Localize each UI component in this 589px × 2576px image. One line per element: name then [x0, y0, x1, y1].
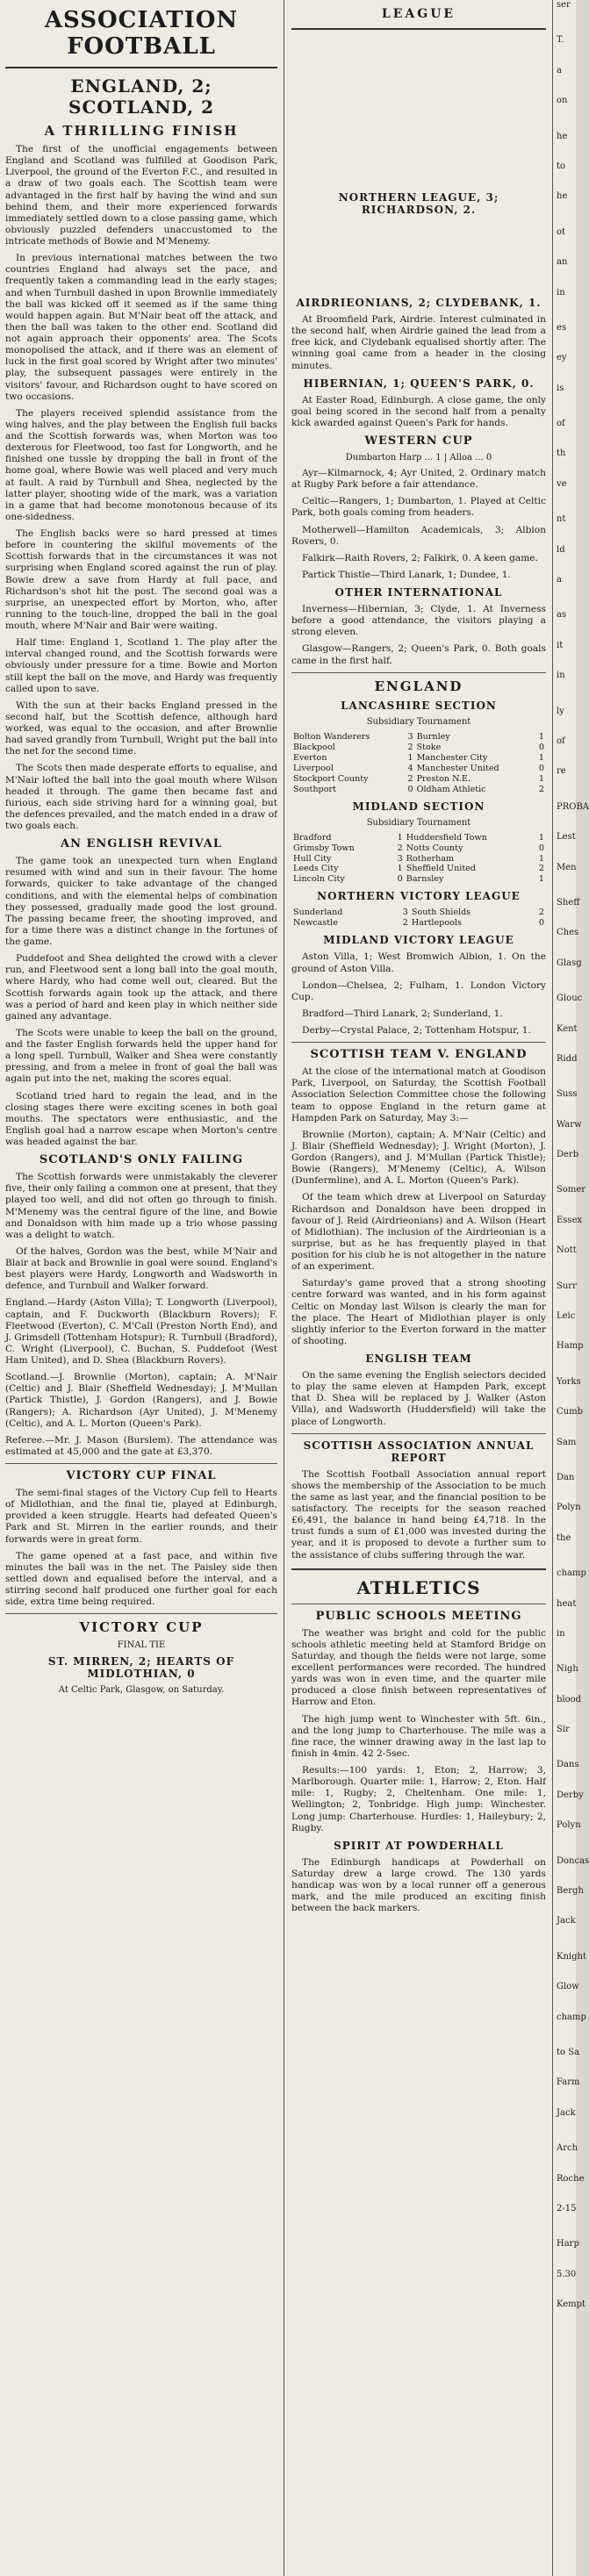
table-cell: Huddersfield Town: [406, 832, 487, 843]
text-fragment: ser: [557, 0, 571, 10]
paragraph: At the close of the international match at Goodison Park, Liverpool, on Saturday, the Scottish Football Association Selection Committee chose the following team to oppose England in the return game at Hampden Park on Saturday, May 3:—: [291, 1066, 546, 1123]
paragraph: The Scots were unable to keep the ball on the ground, and the faster English forwards held the upper hand for a long spell. Turnbull, Walker and Shea were constantly pressing, and from a melee in front of goal the ball was again put into the net, making the scores equal.: [5, 1027, 277, 1085]
table-cell: Stoke: [416, 742, 442, 752]
section-heading: AN ENGLISH REVIVAL: [61, 837, 222, 851]
paragraph: The players received splendid assistance from the wing halves, and the play between the English full backs and the Scottish forwards was, when Morton was too dexterous for Fleetwood, too fast for Longworth, and he finished one tussle by dropping the ball in front of the home goal, where Bowie was well placed and very much at fault. A raid by Turnbull and Shea, neglected by the latter player, shooting wide of the mark, was a variation in a game that had become monotonous because of its one-sidedness.: [5, 407, 277, 522]
table-cell: 0: [538, 843, 544, 853]
victory-section: [5, 1488, 277, 1608]
paragraph: Half time: England 1, Scotland 1. The play after the interval changed round, and the Scottish forwards were obviously under pressure for a time. Bowie and Morton still kept the ball on the move, and Hardy was frequently called upon to save.: [5, 637, 277, 694]
text-fragment: Leic: [557, 1311, 576, 1322]
text-fragment: Suss: [557, 1089, 578, 1100]
paragraph: The Scottish forwards were unmistakably the cleverer five, their only failing a common one at present, that they played too well, and did not often go through to finish. M'Menemy was the central figure of the line, and Bowie and Donaldson with him made up a trio whose passing was a delight to watch.: [5, 1172, 277, 1240]
table-cell: Stockport County: [293, 773, 369, 784]
text-fragment: Derb: [557, 1150, 579, 1160]
table-cell: Rotherham: [406, 853, 455, 864]
table-cell: Newcastle: [293, 918, 338, 929]
table-cell: Grimsby Town: [293, 843, 355, 853]
table-cell: Bradford: [293, 832, 332, 843]
table-cell: Sunderland: [293, 908, 343, 918]
table-cell: Lincoln City: [293, 874, 345, 885]
lancashire-table: [291, 732, 546, 795]
text-fragment: T.: [557, 35, 564, 46]
text-fragment: champ: [557, 2012, 586, 2022]
table-cell: 1: [538, 773, 544, 784]
headline: ENGLAND, 2; SCOTLAND, 2: [68, 75, 214, 118]
column-rule: [552, 0, 553, 2576]
text-fragment: heat: [557, 1598, 577, 1609]
table-cell: Barnsley: [406, 874, 444, 885]
match-report: [5, 144, 277, 832]
table-row: [291, 764, 546, 774]
table-cell: Everton: [293, 752, 327, 763]
text-fragment: Somer: [557, 1185, 586, 1195]
section-heading: MIDLAND VICTORY LEAGUE: [323, 934, 514, 947]
text-fragment: to Sa: [557, 2048, 580, 2057]
table-cell: Hartlepools: [411, 918, 462, 929]
revival-section: [5, 856, 277, 1148]
text-fragment: PROBA: [557, 801, 589, 812]
paragraph: The English backs were so hard pressed at times before in countering the skilful movements of the Scottish forwards that in the circumstances it was not surprising when England scored against the run of play. Bowie drew a save from Hardy at full pace, and Richardson's shot hit the post. The second goal was a surprise, an unexpected effort by Morton, who, after running to the touch-line, dropped the ball in the goal mouth, where M'Nair and Bair were waiting.: [5, 528, 277, 631]
paragraph: Results:—100 yards: 1, Eton; 2, Harrow; 3, Marlborough. Quarter mile: 1, Harrow; 2, Eton. Half mile: 1, Rugby; 2, Cheltenham. One mile: 1, Wellington; 2, Tonbridge. High jump: Winchester. Long jump: Charterhouse. Hurdles: 1, Haileybury; 2, Rugby.: [291, 1765, 546, 1833]
table-cell: 3: [397, 853, 403, 864]
table-cell: 2: [538, 784, 544, 794]
table-cell: Bolton Wanderers: [293, 731, 370, 742]
paragraph: England.—Hardy (Aston Villa); T. Longworth (Liverpool), captain, and F. Duckworth (Blackburn Rovers); F. Fleetwood (Everton), C. M'Call (Preston North End), and J. Grimsdell (Tottenham Hotspur); R. Turnbull (Bradford), C. Wright (Liverpool), C. Buchan, S. Puddefoot (West Ham United), and D. Shea (Blackburn Rovers).: [5, 1297, 277, 1366]
text-fragment: Glouc: [557, 994, 583, 1004]
divider: [291, 1568, 546, 1570]
northern-table: [291, 908, 546, 929]
text-fragment: it: [557, 640, 564, 650]
text-fragment: Ches: [557, 928, 579, 938]
text-fragment: Doncas: [557, 1855, 589, 1866]
text-fragment: in: [557, 671, 565, 681]
text-fragment: 2-15: [557, 2203, 577, 2214]
table-cell: 4: [407, 763, 413, 773]
text-fragment: Polyn: [557, 1820, 581, 1831]
paragraph: The Scottish Football Association annual report shows the membership of the Association to be much the same as last year, and the financial position to be satisfactory. The receipts for the season reached £6,491, the balance in hand being £4,718. In the trust funds a sum of £1,000 was invested during the year, and it is proposed to devote a further sum to the assistance of clubs suffering through the war.: [291, 1468, 546, 1561]
section-heading: LANCASHIRE SECTION: [341, 699, 497, 712]
text-fragment: he: [557, 131, 568, 141]
text-fragment: blood: [557, 1694, 582, 1704]
divider: [291, 28, 546, 30]
text-fragment: an: [557, 257, 568, 268]
table-cell: Hull City: [293, 853, 332, 864]
section-heading: SCOTTISH TEAM V. ENGLAND: [310, 1048, 528, 1062]
table-cell: 2: [538, 908, 544, 918]
text-fragment: Dans: [557, 1760, 579, 1770]
paragraph: The weather was bright and cold for the public schools athletic meeting held at Stamford Bridge on Saturday, and though the fields were not large, some excellent performances were recorded. The hundred yards was won in even time, and the quarter mile produced a close finish between representatives of Harrow and Eton.: [291, 1627, 546, 1708]
table-row: [291, 854, 546, 865]
text-fragment: a: [557, 575, 562, 585]
table-cell: South Shields: [411, 908, 471, 918]
section-heading: ATHLETICS: [356, 1576, 481, 1598]
text-fragment: Jack: [557, 2107, 576, 2118]
text-fragment: Derby: [557, 1790, 584, 1800]
paragraph: The first of the unofficial engagements between England and Scotland was fulfilled at Goodison Park, Liverpool, the ground of the Everton F.C., and resulted in a draw of two goals each. The Scottish team were advantaged in the first half by having the wind and sun behind them, and their more experienced forwards immediately settled down to a close passing game, which obviously puzzled defenders unaccustomed to the intricate methods of Bowie and M'Menemy.: [5, 144, 277, 247]
failing-section: [5, 1172, 277, 1292]
text-fragment: Warw: [557, 1119, 582, 1130]
text-fragment: of: [557, 735, 565, 746]
subheadline: A THRILLING FINISH: [44, 123, 239, 139]
text-fragment: is: [557, 383, 564, 393]
table-cell: 1: [397, 832, 403, 843]
paragraph: London—Chelsea, 2; Fulham, 1. London Victory Cup.: [291, 979, 546, 1002]
divider: [291, 1042, 546, 1043]
text-fragment: ld: [557, 544, 565, 555]
table-cell: 0: [538, 918, 544, 929]
section-heading: VICTORY CUP FINAL: [66, 1469, 217, 1482]
text-fragment: he: [557, 191, 568, 202]
text-fragment: 5.30: [557, 2269, 577, 2279]
table-cell: Preston N.E.: [416, 773, 470, 784]
text-fragment: of: [557, 419, 565, 429]
paragraph: Falkirk—Raith Rovers, 2; Falkirk, 0. A keen game.: [302, 552, 538, 563]
table-row: [291, 874, 546, 885]
text-fragment: Knight: [557, 1951, 586, 1962]
table-cell: 0: [407, 784, 413, 794]
text-fragment: ot: [557, 226, 566, 237]
table-cell: 1: [538, 832, 544, 843]
subheading: Dumbarton Harp ... 1 | Alloa ... 0: [345, 453, 492, 463]
section-heading: VICTORY CUP: [79, 1619, 204, 1636]
paragraph: Referee.—Mr. J. Mason (Burslem). The attendance was estimated at 45,000 and the gate at £3,370.: [5, 1434, 277, 1457]
text-fragment: Glow: [557, 1982, 579, 1992]
paragraph: Derby—Crystal Palace, 2; Tottenham Hotspur, 1.: [302, 1025, 531, 1037]
table-cell: 1: [407, 752, 413, 763]
table-cell: Manchester City: [416, 752, 488, 763]
blank-space: [291, 221, 546, 291]
section-heading: ENGLAND: [374, 678, 463, 694]
section-heading: NORTHERN LEAGUE, 3; RICHARDSON, 2.: [338, 191, 499, 216]
paragraph: Puddefoot and Shea delighted the crowd with a clever run, and Fleetwood sent a long ball into the goal mouth, where Hardy, who had come well out, cleared. But the Scottish forwards again took up the attack, and there was a period of hard and keen play in which neither side gained any advantage.: [5, 953, 277, 1022]
text-fragment: Essex: [557, 1215, 583, 1225]
text-fragment: Harp: [557, 2239, 579, 2250]
paragraph: The semi-final stages of the Victory Cup fell to Hearts of Midlothian, and the final tie, played at Edinburgh, provided a keen struggle. Hearts had defeated Queen's Park and St. Mirren in the earlier rounds, and their forwards were in great form.: [5, 1488, 277, 1545]
text-fragment: to: [557, 161, 566, 171]
text-fragment: Glasg: [557, 958, 582, 968]
subheading: Subsidiary Tournament: [366, 716, 471, 727]
table-row: [291, 918, 546, 929]
table-cell: Southport: [293, 784, 336, 794]
text-fragment: the: [557, 1532, 571, 1543]
table-cell: Leeds City: [293, 864, 339, 874]
paragraph: Inverness—Hibernian, 3; Clyde, 1. At Inverness before a good attendance, the visitors playing a strong eleven.: [291, 604, 546, 638]
table-row: [291, 753, 546, 764]
section-heading: SPIRIT AT POWDERHALL: [334, 1839, 504, 1852]
text-fragment: Roche: [557, 2173, 585, 2184]
paragraph: Of the team which drew at Liverpool on Saturday Richardson and Donaldson have been dropped in favour of J. Reid (Airdrieonians) and A. Wilson (Heart of Midlothian). The inclusion of the Airdrieonian is a surprise, but as he has frequently played in that position for his club he is not altogether in the nature of an experiment.: [291, 1192, 546, 1273]
paragraph: Celtic—Rangers, 1; Dumbarton, 1. Played at Celtic Park, both goals coming from headers.: [291, 496, 546, 519]
text-fragment: ve: [557, 478, 567, 489]
table-row: [291, 732, 546, 743]
text-fragment: champ: [557, 1568, 586, 1579]
table-cell: 1: [538, 752, 544, 763]
text-fragment: Nott: [557, 1245, 577, 1256]
text-fragment: Kempt: [557, 2300, 586, 2310]
fragment-list: [557, 0, 589, 2311]
paragraph: Partick Thistle—Third Lanark, 1; Dundee, 1.: [302, 569, 511, 580]
text-fragment: Bergh: [557, 1886, 584, 1897]
result-line: ST. MIRREN, 2; HEARTS OF MIDLOTHIAN, 0: [47, 1655, 235, 1681]
midland-table: [291, 833, 546, 886]
table-cell: 2: [402, 918, 408, 929]
paragraph: The Scots then made desperate efforts to equalise, and M'Nair lofted the ball into the goal mouth where Wilson headed it through. The game then became fast and furious, each side striving hard for a winning goal, but the defences prevailed, and the match ended in a draw of two goals each.: [5, 763, 277, 831]
table-cell: 1: [538, 731, 544, 742]
table-cell: Liverpool: [293, 763, 334, 773]
paragraph: With the sun at their backs England pressed in the second half, but the Scottish defence, although hard worked, was equal to the occasion, and after Brownlie had saved grandly from Turnbull, Wright put the ball into the net for the second time.: [5, 700, 277, 757]
paragraph: The high jump went to Winchester with 5ft. 6in., and the long jump to Charterhouse. The mile was a fine race, the winner drawing away in the last lap to finish in 4min. 42 2-5sec.: [291, 1713, 546, 1759]
table-cell: 3: [407, 731, 413, 742]
section-masthead: ASSOCIATION FOOTBALL: [44, 7, 239, 60]
section-masthead: LEAGUE: [381, 7, 456, 21]
section-heading: ENGLISH TEAM: [365, 1353, 472, 1366]
table-row: [291, 843, 546, 854]
paragraph: The game took an unexpected turn when England resumed with wind and sun in their favour. The home forwards, quicker to take advantage of the changed conditions, and with the elemental helps of combination they possessed, gradually made good the lost ground. The passing became freer, the shooting improved, and for a time there was a distinct change in the fortunes of the game.: [5, 856, 277, 947]
table-row: [291, 743, 546, 753]
paragraph: Saturday's game proved that a strong shooting centre forward was wanted, and in his form against Celtic on Monday last Wilson is clearly the man for the place. The Heart of Midlothian player is only slightly inferior to the Everton forward in the matter of shooting.: [291, 1278, 546, 1346]
paragraph: Scotland.—J. Brownlie (Morton), captain; A. M'Nair (Celtic) and J. Blair (Sheffield Wednesday); J. M'Mullan (Partick Thistle), J. Gordon (Rangers), and J. Bowie (Rangers); A. Richardson (Ayr United), J. M'Menemy (Celtic), and A. L. Morton (Queen's Park).: [5, 1372, 277, 1429]
section-heading: NORTHERN VICTORY LEAGUE: [317, 890, 521, 903]
table-row: [291, 785, 546, 795]
section-heading: SCOTLAND'S ONLY FAILING: [39, 1153, 244, 1167]
text-fragment: Nigh: [557, 1664, 578, 1675]
paragraph: At Easter Road, Edinburgh. A close game, the only goal being scored in the second half from a penalty kick awarded against Queen's Park for hands.: [291, 394, 546, 428]
text-fragment: a: [557, 65, 562, 75]
venue-line: At Celtic Park, Glasgow, on Saturday.: [58, 1685, 225, 1696]
text-fragment: Surr: [557, 1281, 577, 1291]
text-fragment: as: [557, 610, 567, 621]
paragraph: Bradford—Third Lanark, 2; Sunderland, 1.: [302, 1008, 503, 1019]
paragraph: Aston Villa, 1; West Bromwich Albion, 1. On the ground of Aston Villa.: [291, 951, 546, 974]
text-fragment: es: [557, 322, 567, 333]
table-cell: Sheffield United: [406, 864, 477, 874]
text-fragment: on: [557, 96, 568, 106]
team-lineups: [5, 1297, 277, 1458]
text-fragment: Jack: [557, 1916, 576, 1927]
paragraph: The game opened at a fast pace, and within five minutes the ball was in the net. The Paisley side then settled down and equalised before the interval, and a stirring second half produced one further goal for each side, extra time being required.: [5, 1550, 277, 1608]
text-fragment: Lest: [557, 832, 576, 843]
text-fragment: Polyn: [557, 1503, 581, 1513]
divider: [5, 1613, 277, 1614]
right-column-fragment: [555, 0, 589, 2576]
text-fragment: Sir: [557, 1725, 570, 1735]
divider: [5, 67, 277, 68]
table-cell: 2: [538, 864, 544, 874]
left-column: [0, 0, 283, 2576]
text-fragment: Sheff: [557, 897, 580, 908]
divider: [291, 1433, 546, 1434]
paragraph: Ayr—Kilmarnock, 4; Ayr United, 2. Ordinary match at Rugby Park before a fair attendance.: [291, 468, 546, 491]
table-cell: 2: [407, 742, 413, 752]
paragraph: Brownlie (Morton), captain; A. M'Nair (Celtic) and J. Blair (Sheffield Wednesday); J. Wright (Morton), J. Gordon (Rangers), and J. M'Mullan (Partick Thistle); Bowie (Rangers), M'Menemy (Celtic), A. Wilson (Dunfermline), and A. L. Morton (Queen's Park).: [291, 1129, 546, 1187]
match-heading: AIRDRIEONIANS, 2; CLYDEBANK, 1.: [296, 297, 542, 309]
table-cell: 1: [538, 853, 544, 864]
text-fragment: in: [557, 1628, 565, 1639]
table-cell: 2: [397, 843, 403, 853]
subheading: FINAL TIE: [117, 1640, 166, 1651]
middle-column: [286, 0, 551, 2576]
table-cell: Oldham Athletic: [416, 784, 486, 794]
text-fragment: nt: [557, 514, 566, 525]
table-cell: 1: [397, 864, 403, 874]
section-heading: WESTERN CUP: [364, 434, 473, 448]
divider: [291, 672, 546, 673]
table-cell: 0: [538, 742, 544, 752]
table-row: [291, 908, 546, 918]
subheading: Subsidiary Tournament: [366, 817, 471, 828]
text-fragment: re: [557, 766, 566, 777]
match-heading: HIBERNIAN, 1; QUEEN'S PARK, 0.: [303, 377, 535, 390]
text-fragment: Men: [557, 862, 577, 872]
table-cell: 0: [397, 874, 403, 885]
section-heading: OTHER INTERNATIONAL: [334, 586, 503, 599]
table-cell: 1: [538, 874, 544, 885]
text-fragment: in: [557, 287, 565, 298]
text-fragment: Kent: [557, 1023, 578, 1034]
paragraph: On the same evening the English selectors decided to play the same eleven at Hampden Park, except that D. Shea will be replaced by J. Walker (Aston Villa), and Wadsworth (Huddersfield) will take the place of Longworth.: [291, 1370, 546, 1427]
text-fragment: Ridd: [557, 1053, 578, 1064]
text-fragment: ey: [557, 353, 567, 363]
paragraph: Glasgow—Rangers, 2; Queen's Park, 0. Both goals came in the first half.: [291, 643, 546, 666]
paragraph: Motherwell—Hamilton Academicals, 3; Albion Rovers, 0.: [291, 524, 546, 547]
text-fragment: Farm: [557, 2077, 580, 2088]
text-fragment: Sam: [557, 1437, 577, 1447]
text-fragment: ly: [557, 706, 564, 716]
section-heading: MIDLAND SECTION: [352, 800, 485, 813]
blank-space: [291, 37, 546, 186]
table-cell: Burnley: [416, 731, 450, 742]
text-fragment: Hamp: [557, 1341, 584, 1352]
section-heading: SCOTTISH ASSOCIATION ANNUAL REPORT: [303, 1439, 535, 1464]
paragraph: Scotland tried hard to regain the lead, and in the closing stages there were exciting scenes in both goal mouths. The spectators were enthusiastic, and the English goal had a narrow escape when Morton's centre was headed against the bar.: [5, 1090, 277, 1147]
section-heading: PUBLIC SCHOOLS MEETING: [315, 1609, 522, 1623]
text-fragment: Arch: [557, 2143, 578, 2154]
paragraph: The Edinburgh handicaps at Powderhall on Saturday drew a large crowd. The 130 yards handicap was won by a local runner off a generous mark, and the mile produced an exciting finish between the back markers.: [291, 1856, 546, 1914]
table-cell: 3: [402, 908, 408, 918]
western-results: [291, 468, 546, 581]
text-fragment: Yorks: [557, 1376, 581, 1387]
paragraph: Of the halves, Gordon was the best, while M'Nair and Blair at back and Brownlie in goal were sound. England's best players were Hardy, Longworth and Wadsworth in defence, and Turnbull and Walker forward.: [5, 1245, 277, 1292]
text-fragment: Cumb: [557, 1407, 583, 1417]
table-cell: Blackpool: [293, 742, 335, 752]
text-fragment: th: [557, 448, 566, 459]
table-row: [291, 774, 546, 785]
paragraph: At Broomfield Park, Airdrie. Interest culminated in the second half, when Airdrie gained the lead from a free kick, and Clydebank equalised shortly after. The winning goal came from a header in the closing minutes.: [291, 314, 546, 371]
table-cell: Notts County: [406, 843, 463, 853]
table-cell: 2: [407, 773, 413, 784]
table-row: [291, 833, 546, 843]
divider: [5, 1463, 277, 1464]
paragraph: In previous international matches between the two countries England had always set the pace, and frequently taken a commanding lead in the early stages; and when Turnbull dashed in upon Brownlie immediately the ball was kicked off it seemed as if the same thing would happen again. But M'Nair beat off the attack, and then the ball was taken to the other end. Scotland did not again approach their opponents' area. The Scots monopolised the attack, and if there was an element of luck in the first goal scored by Wright after two minutes' play, the subsequent passages were entirely in the visitors' favour, and Richardson ought to have scored on two occasions.: [5, 253, 277, 402]
table-cell: Manchester United: [416, 763, 499, 773]
text-fragment: Dan: [557, 1472, 575, 1482]
table-cell: 0: [538, 763, 544, 773]
table-row: [291, 864, 546, 874]
